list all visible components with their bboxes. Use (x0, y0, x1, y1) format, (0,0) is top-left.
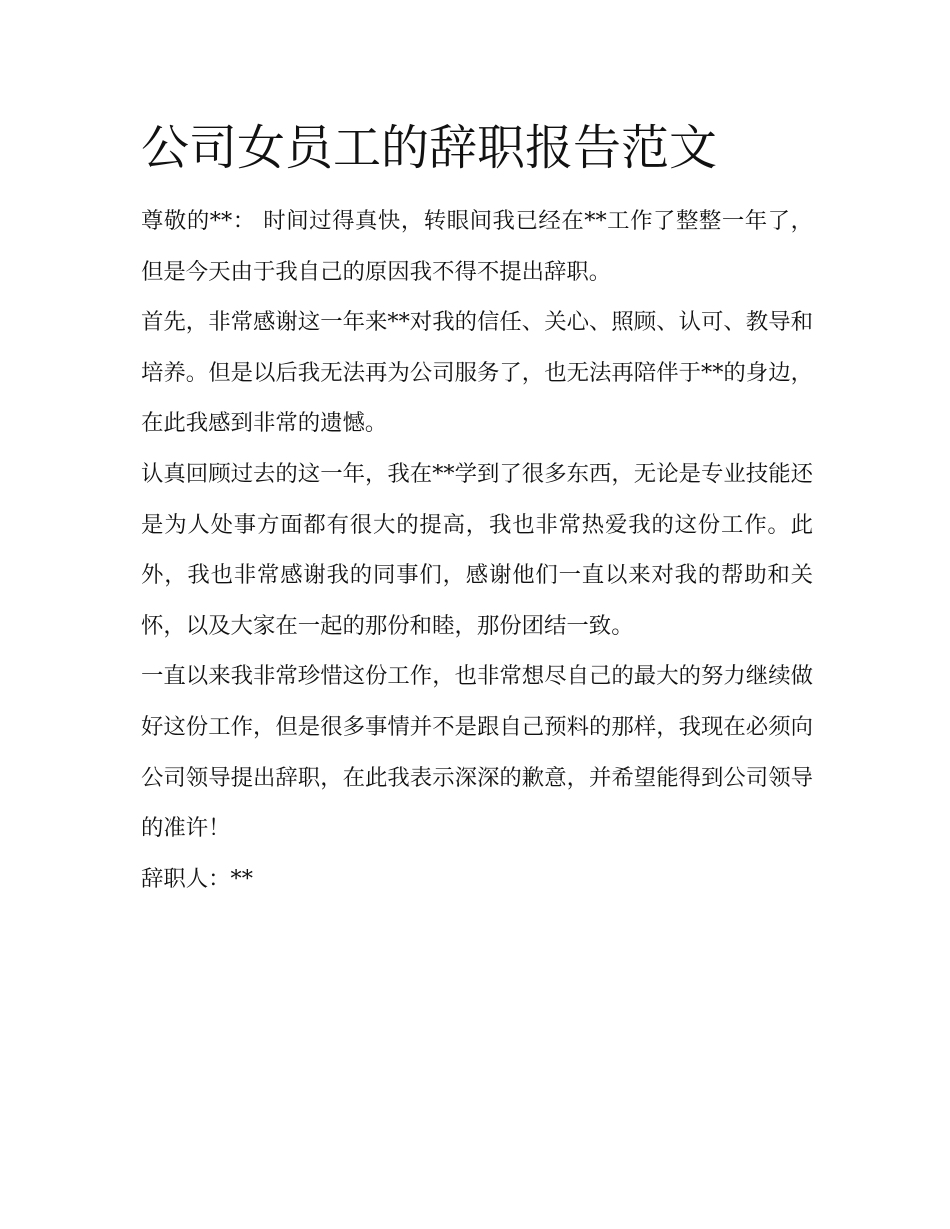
paragraph-resignation: 一直以来我非常珍惜这份工作，也非常想尽自己的最大的努力继续做好这份工作，但是很多事情并不是跟自己预料的那样，我现在必须向公司领导提出辞职，在此我表示深深的歉意，并希望能得到公司领导的准许！ (141, 663, 813, 842)
paragraph-thanks: 首先，非常感谢这一年来**对我的信任、关心、照顾、认可、教导和培养。但是以后我无法再为公司服务了，也无法再陪伴于**的身边，在此我感到非常的遗憾。 (141, 309, 813, 437)
signature-line: 辞职人：** (141, 865, 253, 892)
document-body (141, 112, 813, 904)
paragraph-review: 认真回顾过去的这一年，我在**学到了很多东西，无论是专业技能还是为人处事方面都有很大的提高，我也非常热爱我的这份工作。此外，我也非常感谢我的同事们，感谢他们一直以来对我的帮助和关怀，以及大家在一起的那份和睦，那份团结一致。 (141, 460, 813, 639)
paragraph-greeting: 尊敬的**： 时间过得真快，转眼间我已经在**工作了整整一年了，但是今天由于我自己的原因我不得不提出辞职。 (141, 208, 813, 285)
document-title: 公司女员工的辞职报告范文 (141, 120, 718, 176)
